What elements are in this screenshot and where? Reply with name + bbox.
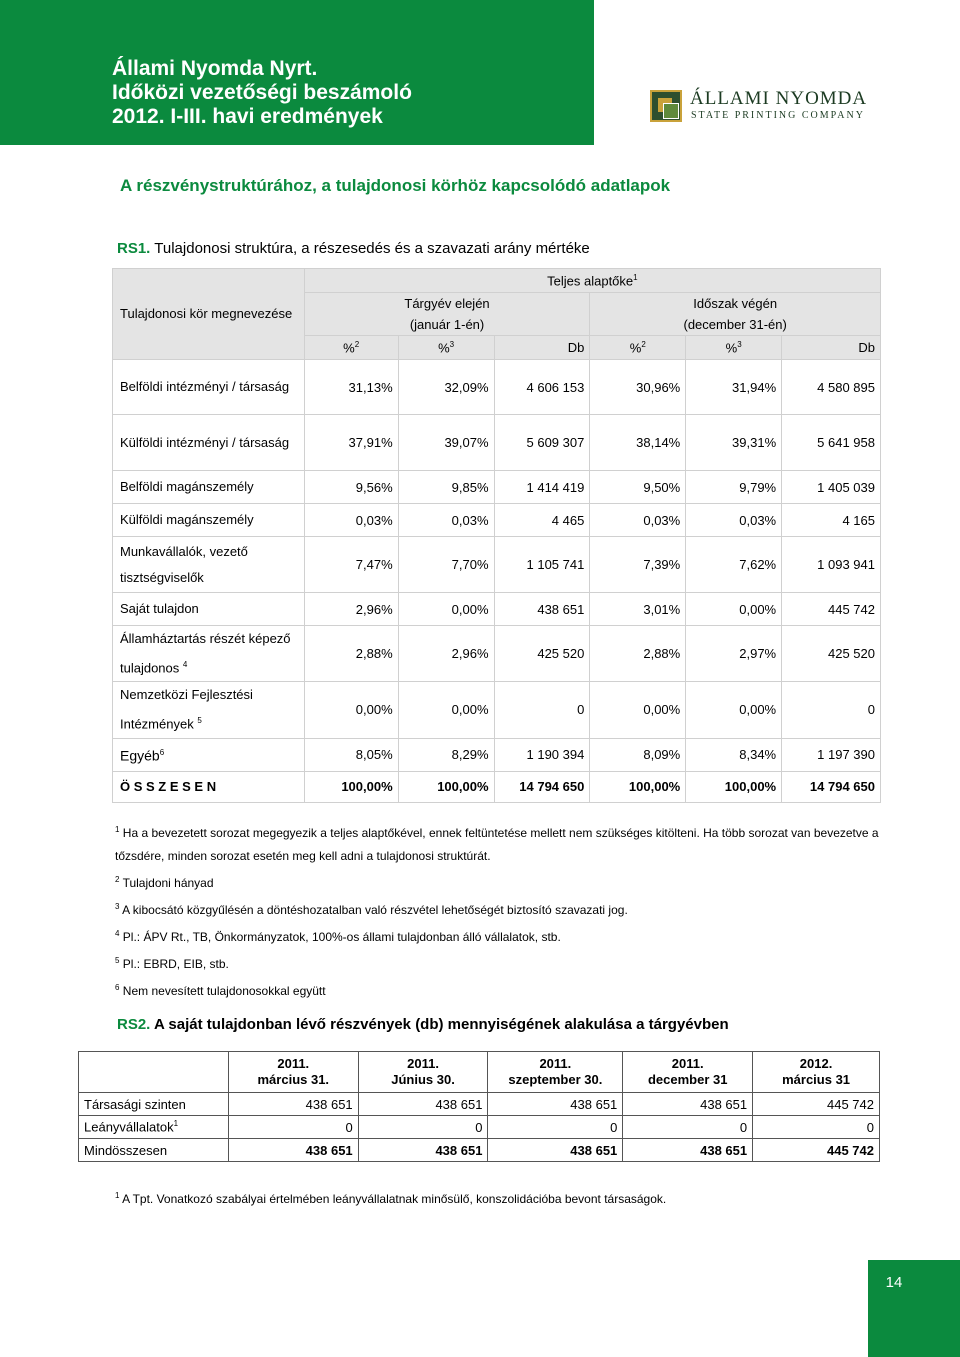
cell: 2,97% — [686, 626, 782, 682]
cell: 445 742 — [753, 1139, 880, 1162]
table-row — [113, 626, 881, 682]
row-label: Külföldi magánszemély — [113, 504, 305, 537]
col-header: 2011. december 31 — [623, 1052, 753, 1093]
cell: 7,62% — [686, 537, 782, 593]
cell: 5 641 958 — [782, 415, 881, 471]
cell: 0 — [623, 1116, 753, 1139]
cell: 2,96% — [398, 626, 494, 682]
row-label: Társasági szinten — [79, 1093, 229, 1116]
cell: 31,13% — [304, 360, 398, 415]
period-start-header: Tárgyév elején (január 1-én) — [304, 293, 590, 336]
company-name: Állami Nyomda Nyrt. — [112, 57, 318, 80]
cell: 438 651 — [228, 1139, 358, 1162]
table-row — [113, 471, 881, 504]
cell: 445 742 — [782, 593, 881, 626]
cell: 438 651 — [488, 1139, 623, 1162]
footnote: $^1$ Ha a bevezetett sorozat megegyezik a teljes alaptőkével, ennek feltüntetése mellett nem szükséges kitölteni. Ha több sorozat van bevezetve a tőzsdére, minden sorozat esetén meg kell adni a tulajdonosi struktúrát. — [115, 825, 879, 863]
col-header: %$^3$ — [686, 336, 782, 360]
row-label: Külföldi intézményi / társaság — [113, 415, 305, 471]
cell: 4 465 — [494, 504, 590, 537]
cell: 9,85% — [398, 471, 494, 504]
col-header: 2011. szeptember 30. — [488, 1052, 623, 1093]
table-row — [113, 415, 881, 471]
footnote: $^3$ A kibocsátó közgyűlésén a döntéshozatalban való részvétel lehetőségét biztosító szavazati jog. — [115, 902, 628, 917]
cell: 8,34% — [686, 738, 782, 771]
column-headers — [79, 1052, 880, 1093]
cell: 0 — [753, 1116, 880, 1139]
cell: 100,00% — [398, 771, 494, 802]
cell: 2,88% — [304, 626, 398, 682]
cell: 0 — [228, 1116, 358, 1139]
cell: 7,47% — [304, 537, 398, 593]
rs2-title — [117, 1016, 729, 1033]
row-label: Nemzetközi Fejlesztési Intézmények $^5$ — [113, 682, 305, 738]
col-header: Db — [782, 336, 881, 360]
rs2-code: RS2. — [117, 1016, 151, 1033]
cell: 0,00% — [686, 593, 782, 626]
table-row — [113, 537, 881, 593]
cell: 0 — [782, 682, 881, 738]
cell: 0,03% — [590, 504, 686, 537]
col-header: 2011. Június 30. — [358, 1052, 488, 1093]
logo-subtitle: STATE PRINTING COMPANY — [691, 110, 865, 121]
company-logo — [650, 88, 868, 124]
cell: 0,00% — [398, 682, 494, 738]
cell: 1 105 741 — [494, 537, 590, 593]
cell: 0,03% — [304, 504, 398, 537]
cell: 0,00% — [686, 682, 782, 738]
cell: 30,96% — [590, 360, 686, 415]
rs2-title-text: A saját tulajdonban lévő részvények (db) mennyiségének alakulása a tárgyévben — [153, 1016, 729, 1033]
table-row — [113, 360, 881, 415]
rs1-title-text: Tulajdonosi struktúra, a részesedés és a szavazati arány mértéke — [154, 240, 590, 257]
rs1-title — [117, 240, 590, 257]
col-header: %$^2$ — [304, 336, 398, 360]
own-shares-table — [78, 1051, 880, 1162]
row-label: Egyéb$^6$ — [113, 738, 305, 771]
cell: 0,03% — [398, 504, 494, 537]
footnote: $^6$ Nem nevesített tulajdonosokkal együtt — [115, 983, 326, 998]
table-row — [113, 738, 881, 771]
cell: 1 093 941 — [782, 537, 881, 593]
footnote: $^5$ Pl.: EBRD, EIB, stb. — [115, 956, 229, 971]
cell: 0 — [358, 1116, 488, 1139]
total-row — [79, 1139, 880, 1162]
cell: 2,88% — [590, 626, 686, 682]
col-header: %$^2$ — [590, 336, 686, 360]
cell: 100,00% — [590, 771, 686, 802]
table-row — [79, 1116, 880, 1139]
cell: 100,00% — [686, 771, 782, 802]
cell: 14 794 650 — [782, 771, 881, 802]
row-label: Saját tulajdon — [113, 593, 305, 626]
section-title: A részvénystruktúrához, a tulajdonosi körhöz kapcsolódó adatlapok — [120, 176, 671, 195]
col-header: Db — [494, 336, 590, 360]
cell: 438 651 — [228, 1093, 358, 1116]
cell: 9,50% — [590, 471, 686, 504]
cell: 8,05% — [304, 738, 398, 771]
col-header: 2011. március 31. — [228, 1052, 358, 1093]
rs1-footnotes — [115, 818, 895, 1003]
row-header-cell: Tulajdonosi kör megnevezése — [113, 269, 305, 360]
row-label: Mindösszesen — [79, 1139, 229, 1162]
cell: 1 414 419 — [494, 471, 590, 504]
logo-mark-icon — [650, 90, 682, 122]
cell: 3,01% — [590, 593, 686, 626]
cell: 445 742 — [753, 1093, 880, 1116]
cell: 0 — [494, 682, 590, 738]
cell: 4 606 153 — [494, 360, 590, 415]
cell: 0 — [488, 1116, 623, 1139]
cell: 39,31% — [686, 415, 782, 471]
cell: 32,09% — [398, 360, 494, 415]
cell: 438 651 — [358, 1093, 488, 1116]
cell: 1 197 390 — [782, 738, 881, 771]
cell: 4 165 — [782, 504, 881, 537]
total-row — [113, 771, 881, 802]
page-number: 14 — [885, 1274, 903, 1291]
group-header: Teljes alaptőke$^1$ — [304, 269, 880, 293]
col-header: %$^3$ — [398, 336, 494, 360]
ownership-structure-table — [112, 268, 881, 803]
col-header: 2012. március 31 — [753, 1052, 880, 1093]
report-period: 2012. I-III. havi eredmények — [112, 105, 383, 128]
cell: 2,96% — [304, 593, 398, 626]
cell: 100,00% — [304, 771, 398, 802]
row-label: Munkavállalók, vezető tisztségviselők — [113, 537, 305, 593]
rs1-code: RS1. — [117, 240, 151, 257]
cell: 4 580 895 — [782, 360, 881, 415]
cell: 0,00% — [590, 682, 686, 738]
period-end-header: Időszak végén (december 31-én) — [590, 293, 881, 336]
cell: 5 609 307 — [494, 415, 590, 471]
cell: 9,56% — [304, 471, 398, 504]
cell: 425 520 — [494, 626, 590, 682]
footnote: $^2$ Tulajdoni hányad — [115, 875, 214, 890]
cell: 0,00% — [398, 593, 494, 626]
cell: 438 651 — [623, 1139, 753, 1162]
row-label: Belföldi magánszemély — [113, 471, 305, 504]
cell: 438 651 — [623, 1093, 753, 1116]
footnote: $^4$ Pl.: ÁPV Rt., TB, Önkormányzatok, 100%-os állami tulajdonban álló vállalatok, stb. — [115, 929, 561, 944]
cell: 0,00% — [304, 682, 398, 738]
cell: 438 651 — [488, 1093, 623, 1116]
cell: 7,39% — [590, 537, 686, 593]
cell: 8,29% — [398, 738, 494, 771]
cell: 1 405 039 — [782, 471, 881, 504]
report-title — [112, 57, 412, 129]
table-row — [113, 593, 881, 626]
table-row — [113, 682, 881, 738]
logo-name: ÁLLAMI NYOMDA — [690, 88, 868, 109]
empty-header — [79, 1052, 229, 1093]
row-label: Belföldi intézményi / társaság — [113, 360, 305, 415]
cell: 0,03% — [686, 504, 782, 537]
report-name: Időközi vezetőségi beszámoló — [112, 81, 412, 104]
cell: 1 190 394 — [494, 738, 590, 771]
page-number-box — [868, 1260, 960, 1357]
table-row — [79, 1093, 880, 1116]
cell: 9,79% — [686, 471, 782, 504]
rs2-footnote: $^1$ A Tpt. Vonatkozó szabályai értelmében leányvállalatnak minősülő, konszolidációba bevont társaságok. — [115, 1191, 667, 1206]
cell: 425 520 — [782, 626, 881, 682]
cell: 438 651 — [358, 1139, 488, 1162]
cell: 14 794 650 — [494, 771, 590, 802]
row-label: Államháztartás részét képező tulajdonos $^4$ — [113, 626, 305, 682]
cell: 7,70% — [398, 537, 494, 593]
cell: 37,91% — [304, 415, 398, 471]
cell: 8,09% — [590, 738, 686, 771]
cell: 31,94% — [686, 360, 782, 415]
row-label: Leányvállalatok$^1$ — [79, 1116, 229, 1139]
total-label: Ö S S Z E S E N — [113, 771, 305, 802]
table-row — [113, 504, 881, 537]
cell: 39,07% — [398, 415, 494, 471]
cell: 438 651 — [494, 593, 590, 626]
cell: 38,14% — [590, 415, 686, 471]
